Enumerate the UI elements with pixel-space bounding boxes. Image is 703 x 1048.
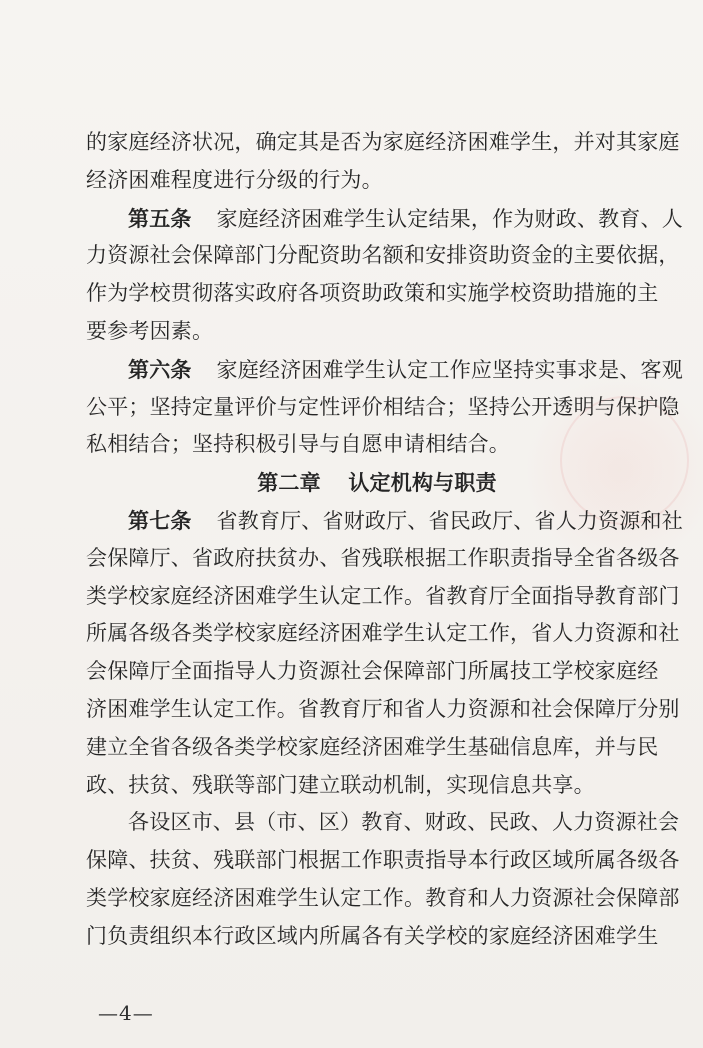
document-body — [86, 124, 683, 956]
chapter-heading — [86, 464, 668, 502]
paragraph-line: 作为学校贯彻落实政府各项资助政策和实施学校资助措施的主 — [86, 281, 659, 306]
paragraph-line: 门负责组织本行政区域内所属各有关学校的家庭经济困难学生 — [86, 923, 659, 948]
paragraph-line: 济困难学生认定工作。省教育厅和省人力资源和社会保障厅分别 — [86, 696, 680, 721]
article-six-text: 家庭经济困难学生认定工作应坚持实事求是、客观 — [216, 357, 683, 382]
paragraph-line: 类学校家庭经济困难学生认定工作。教育和人力资源社会保障部 — [86, 885, 680, 910]
paragraph-line: 保障、扶贫、残联部门根据工作职责指导本行政区域所属各级各 — [86, 848, 680, 873]
paragraph-line: 类学校家庭经济困难学生认定工作。省教育厅全面指导教育部门 — [86, 583, 680, 608]
paragraph-line: 会保障厅、省政府扶贫办、省残联根据工作职责指导全省各级各 — [86, 545, 680, 570]
article-six-heading: 第六条 — [128, 356, 192, 382]
paragraph-line: 力资源社会保障部门分配资助名额和安排资助资金的主要依据， — [86, 243, 680, 268]
paragraph-line: 政、扶贫、残联等部门建立联动机制，实现信息共享。 — [86, 772, 595, 797]
paragraph-line: 经济困难程度进行分级的行为。 — [86, 167, 383, 192]
chapter-number: 第二章 — [257, 470, 321, 496]
paragraph-line: 要参考因素。 — [86, 318, 214, 343]
paragraph-line: 所属各级各类学校家庭经济困难学生认定工作，省人力资源和社 — [86, 621, 680, 646]
paragraph-line: 私相结合；坚持积极引导与自愿申请相结合。 — [86, 432, 510, 457]
paragraph-line: 会保障厅全面指导人力资源社会保障部门所属技工学校家庭经 — [86, 659, 659, 684]
paragraph-line: 公平；坚持定量评价与定性评价相结合；坚持公开透明与保护隐 — [86, 394, 680, 419]
paragraph-line: 建立全省各级各类学校家庭经济困难学生基础信息库，并与民 — [86, 734, 659, 759]
chapter-title: 认定机构与职责 — [348, 470, 497, 496]
page-number: —4— — [98, 1001, 154, 1025]
article-five-line — [86, 200, 683, 238]
paragraph-line: 的家庭经济状况，确定其是否为家庭经济困难学生，并对其家庭 — [86, 130, 680, 154]
article-seven-text: 省教育厅、省财政厅、省民政厅、省人力资源和社 — [216, 508, 683, 533]
article-five-text: 家庭经济困难学生认定结果，作为财政、教育、人 — [216, 206, 683, 231]
paragraph-line: 各设区市、县（市、区）教育、财政、民政、人力资源社会 — [128, 810, 680, 835]
article-seven-heading: 第七条 — [128, 507, 192, 533]
article-seven-line — [86, 502, 683, 540]
article-five-heading: 第五条 — [128, 205, 192, 231]
article-six-line — [86, 351, 683, 389]
